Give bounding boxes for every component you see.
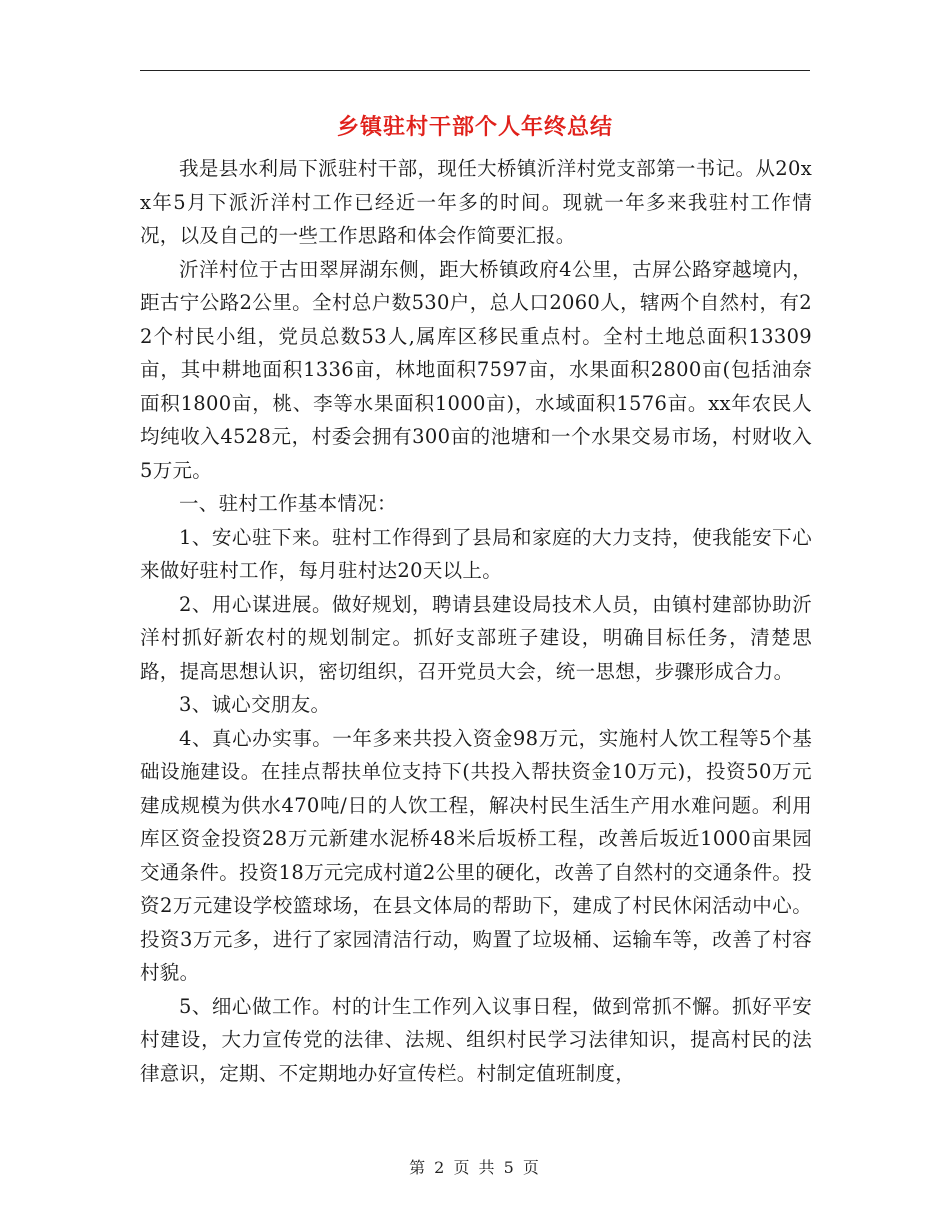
paragraph-item-2: 2、用心谋进展。做好规划，聘请县建设局技术人员，由镇村建部协助沂洋村抓好新农村的规划制定。抓好支部班子建设，明确目标任务，清楚思路，提高思想认识，密切组织，召开党员大会，统一思想，步骤形成合力。	[140, 592, 812, 683]
section-heading-basic-situation: 一、驻村工作基本情况：	[179, 492, 397, 515]
header-rule	[140, 70, 810, 71]
paragraph-item-1: 1、安心驻下来。驻村工作得到了县局和家庭的大力支持，使我能安下心来做好驻村工作，每月驻村达20天以上。	[140, 525, 812, 582]
paragraph-village-overview: 沂洋村位于古田翠屏湖东侧，距大桥镇政府4公里，古屏公路穿越境内，距古宁公路2公里。全村总户数530户，总人口2060人，辖两个自然村，有22个村民小组，党员总数53人,属库区移民重点村。全村土地总面积13309亩，其中耕地面积1336亩，林地面积7597亩，水果面积2800亩(包括油奈面积1800亩，桃、李等水果面积1000亩)，水域面积1576亩。xx年农民人均纯收入4528元，村委会拥有300亩的池塘和一个水果交易市场，村财收入5万元。	[140, 257, 812, 482]
document-title: 乡镇驻村干部个人年终总结	[336, 114, 613, 140]
page-number-footer: 第 2 页 共 5 页	[409, 1158, 541, 1177]
paragraph-item-3: 3、诚心交朋友。	[179, 693, 331, 716]
paragraph-item-5: 5、细心做工作。村的计生工作列入议事日程，做到常抓不懈。抓好平安村建设，大力宣传党的法律、法规、组织村民学习法律知识，提高村民的法律意识，定期、不定期地办好宣传栏。村制定值班制度，	[140, 994, 812, 1085]
paragraph-item-4: 4、真心办实事。一年多来共投入资金98万元，实施村人饮工程等5个基础设施建设。在挂点帮扶单位支持下(共投入帮扶资金10万元)，投资50万元建成规模为供水470吨/日的人饮工程，解决村民生活生产用水难问题。利用库区资金投资28万元新建水泥桥48米后坂桥工程，改善后坂近1000亩果园交通条件。投资18万元完成村道2公里的硬化，改善了自然村的交通条件。投资2万元建设学校篮球场，在县文体局的帮助下，建成了村民休闲活动中心。投资3万元多，进行了家园清洁行动，购置了垃圾桶、运输车等，改善了村容村貌。	[140, 726, 812, 984]
document-body	[140, 152, 812, 1090]
paragraph-intro: 我是县水利局下派驻村干部，现任大桥镇沂洋村党支部第一书记。从20xx年5月下派沂洋村工作已经近一年多的时间。现就一年多来我驻村工作情况，以及自己的一些工作思路和体会作简要汇报。	[140, 157, 812, 247]
